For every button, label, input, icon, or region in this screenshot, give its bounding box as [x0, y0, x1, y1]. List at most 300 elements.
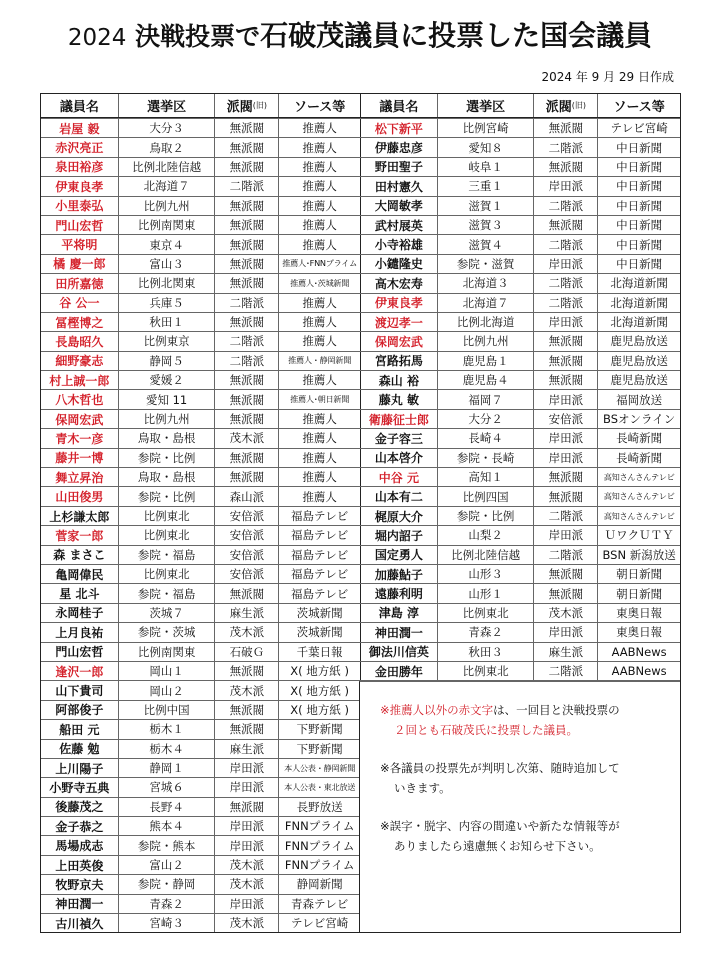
table-row [41, 351, 680, 370]
cell-source: 推薦人･朝日新聞 [278, 390, 360, 408]
cell-name-right: 高木宏寿 [360, 274, 437, 292]
cell-name: 船田 元 [59, 722, 100, 737]
cell-source: 茨城新聞 [278, 623, 360, 641]
cell-district-right: 福岡７ [437, 390, 534, 408]
cell-source-right: 長崎新聞 [597, 429, 680, 447]
cell-source: 推薦人･FNNプライム [278, 255, 360, 273]
note-3: ※誤字・脱字、内容の間違いや新たな情報等が ありましたら遠慮無くお知らせ下さい。 [380, 819, 620, 853]
cell-faction: 二階派 [214, 352, 278, 370]
cell-source: 千葉日報 [278, 643, 360, 661]
cell-faction: 森山派 [214, 487, 278, 505]
cell-district: 兵庫５ [118, 294, 215, 312]
cell-faction: 無派閥 [214, 410, 278, 428]
cell-faction: 麻生派 [214, 740, 278, 758]
cell-district-right: 滋賀４ [437, 235, 534, 253]
cell-district-right: 三重１ [437, 177, 534, 195]
cell-faction-right: 岸田派 [533, 449, 597, 467]
cell-faction: 二階派 [214, 332, 278, 350]
cell-source: X( 地方紙 ) [278, 662, 360, 680]
table-row [41, 486, 680, 505]
cell-source-right: 北海道新聞 [597, 274, 680, 292]
cell-source-right: 高知さんさんテレビ [597, 468, 680, 486]
cell-district: 鳥取２ [118, 138, 215, 156]
cell-faction-right: 二階派 [533, 138, 597, 156]
cell-name-right: 梶原大介 [360, 507, 437, 525]
cell-source-right: 中日新聞 [597, 216, 680, 234]
cell-source: 推薦人･茨城新聞 [278, 274, 360, 292]
cell-district: 比例南関東 [118, 643, 215, 661]
cell-district: 比例東北 [118, 565, 215, 583]
cell-district: 東京４ [118, 235, 215, 253]
cell-name: 冨樫博之 [55, 315, 104, 330]
cell-faction: 無派閥 [214, 390, 278, 408]
cell-name-right: 津島 淳 [360, 604, 437, 622]
header-faction: 派閥 (旧) [214, 94, 278, 117]
cell-district-right: 参院・比例 [437, 507, 534, 525]
table-row [41, 661, 680, 680]
cell-faction: 無派閥 [214, 720, 278, 738]
cell-name-right: 国定勇人 [360, 546, 437, 564]
cell-district: 参院・比例 [118, 449, 215, 467]
cell-source-right: 中日新聞 [597, 177, 680, 195]
cell-name-right: 遠藤利明 [360, 584, 437, 602]
cell-faction-right: 麻生派 [533, 643, 597, 661]
cell-faction: 無派閥 [214, 584, 278, 602]
table-row [41, 389, 680, 408]
cell-faction-right: 岸田派 [533, 526, 597, 544]
cell-district-right: 秋田３ [437, 643, 534, 661]
cell-source: 福島テレビ [278, 565, 360, 583]
cell-source-right: AABNews [597, 662, 680, 680]
cell-faction-right: 岸田派 [533, 390, 597, 408]
table-row [41, 273, 680, 292]
cell-faction: 無派閥 [214, 216, 278, 234]
cell-source-right: 中日新聞 [597, 158, 680, 176]
cell-faction: 茂木派 [214, 623, 278, 641]
cell-name: 田所嘉徳 [55, 276, 104, 291]
cell-district-right: 長崎４ [437, 429, 534, 447]
notes-section [380, 700, 680, 874]
cell-district: 長野４ [118, 798, 215, 816]
cell-district: 愛知 11 [118, 390, 215, 408]
cell-source: 推薦人 [278, 487, 360, 505]
table-row [41, 234, 680, 253]
title-part1: 決戦投票で [135, 22, 261, 51]
cell-district-right: 鹿児島１ [437, 352, 534, 370]
cell-faction: 茂木派 [214, 681, 278, 699]
cell-faction-right: 無派閥 [533, 352, 597, 370]
cell-district-right: 比例東北 [437, 604, 534, 622]
cell-district: 茨城７ [118, 604, 215, 622]
cell-name-right: 金田勝年 [360, 662, 437, 680]
cell-source: 推薦人 [278, 371, 360, 389]
table-row [41, 312, 680, 331]
cell-faction: 岸田派 [214, 817, 278, 835]
cell-name: 赤沢亮正 [55, 141, 104, 156]
cell-district: 比例東北 [118, 526, 215, 544]
cell-source-right: 鹿児島放送 [597, 371, 680, 389]
cell-district: 参院・福島 [118, 584, 215, 602]
cell-district: 比例北陸信越 [118, 158, 215, 176]
cell-faction-right: 岸田派 [533, 255, 597, 273]
table-row [41, 545, 680, 564]
cell-faction-right: 二階派 [533, 274, 597, 292]
cell-source-right: 北海道新聞 [597, 294, 680, 312]
cell-name: 小野寺五典 [49, 780, 110, 795]
cell-source: 福島テレビ [278, 584, 360, 602]
cell-source-right: 北海道新聞 [597, 313, 680, 331]
cell-district-right: 滋賀３ [437, 216, 534, 234]
header-district-right: 選挙区 [437, 94, 534, 117]
cell-faction-right: 無派閥 [533, 584, 597, 602]
cell-name: 村上誠一郎 [49, 373, 110, 388]
table-row [41, 428, 680, 447]
table-row [41, 467, 680, 486]
cell-district-right: 山形１ [437, 584, 534, 602]
cell-faction: 無派閥 [214, 235, 278, 253]
cell-source-right: BSオンライン [597, 410, 680, 428]
cell-source: X( 地方紙 ) [278, 701, 360, 719]
cell-faction-right: 無派閥 [533, 332, 597, 350]
table-row [41, 176, 680, 195]
cell-source-right: 鹿児島放送 [597, 352, 680, 370]
cell-source-right: 高知さんさんテレビ [597, 507, 680, 525]
cell-faction-right: 無派閥 [533, 468, 597, 486]
cell-source: 推薦人・静岡新聞 [278, 352, 360, 370]
cell-name: 山田俊男 [55, 490, 104, 505]
cell-name: 星 北斗 [59, 587, 100, 602]
cell-district: 比例東北 [118, 507, 215, 525]
cell-faction: 安倍派 [214, 507, 278, 525]
cell-district-right: 参院・長崎 [437, 449, 534, 467]
cell-district-right: 高知１ [437, 468, 534, 486]
cell-district: 鳥取・島根 [118, 429, 215, 447]
cell-source-right: 高知さんさんテレビ [597, 487, 680, 505]
page-title [0, 14, 720, 54]
cell-district-right: 参院・滋賀 [437, 255, 534, 273]
cell-source: 静岡新聞 [278, 875, 360, 893]
cell-faction: 無派閥 [214, 158, 278, 176]
cell-source: 推薦人 [278, 216, 360, 234]
cell-source: 青森テレビ [278, 895, 360, 913]
cell-district: 熊本４ [118, 817, 215, 835]
cell-name: 門山宏哲 [55, 218, 104, 233]
cell-name: 阿部俊子 [55, 703, 104, 718]
cell-name: 保岡宏武 [55, 412, 104, 427]
cell-source: 推薦人 [278, 294, 360, 312]
cell-name: 伊東良孝 [55, 179, 104, 194]
table-row [41, 331, 680, 350]
cell-faction: 無派閥 [214, 197, 278, 215]
cell-district: 岡山２ [118, 681, 215, 699]
cell-district-right: 青森２ [437, 623, 534, 641]
cell-district-right: 比例東北 [437, 662, 534, 680]
cell-faction: 無派閥 [214, 449, 278, 467]
cell-source: 推薦人 [278, 449, 360, 467]
cell-district: 岡山１ [118, 662, 215, 680]
cell-source-right: 中日新聞 [597, 138, 680, 156]
cell-name: 神田潤一 [55, 897, 104, 912]
cell-name: 岩屋 毅 [59, 121, 100, 136]
table-row [41, 506, 680, 525]
table-row [41, 622, 680, 641]
cell-source-right: 東奥日報 [597, 604, 680, 622]
table-row [41, 603, 680, 622]
cell-name: 山下貴司 [55, 684, 104, 699]
cell-name: 谷 公一 [59, 296, 100, 311]
cell-source: 推薦人 [278, 197, 360, 215]
cell-name-right: 渡辺孝一 [360, 313, 437, 331]
cell-faction: 無派閥 [214, 255, 278, 273]
cell-district: 宮城６ [118, 778, 215, 796]
cell-district: 比例北関東 [118, 274, 215, 292]
cell-source-right: 東奥日報 [597, 623, 680, 641]
cell-name: 橘 慶一郎 [53, 257, 106, 272]
cell-faction-right: 岸田派 [533, 429, 597, 447]
cell-faction-right: 二階派 [533, 507, 597, 525]
cell-faction: 無派閥 [214, 701, 278, 719]
cell-faction: 安倍派 [214, 526, 278, 544]
table-row [41, 564, 680, 583]
cell-name: 藤井一博 [55, 451, 104, 466]
cell-name-right: 山本啓介 [360, 449, 437, 467]
cell-faction: 無派閥 [214, 662, 278, 680]
cell-source: X( 地方紙 ) [278, 681, 360, 699]
table-row [41, 196, 680, 215]
cell-source: 下野新聞 [278, 740, 360, 758]
cell-source-right: 中日新聞 [597, 255, 680, 273]
cell-source: FNNプライム [278, 856, 360, 874]
cell-faction: 無派閥 [214, 274, 278, 292]
cell-faction-right: 無派閥 [533, 119, 597, 137]
table-row [41, 118, 680, 137]
cell-faction-right: 岸田派 [533, 177, 597, 195]
cell-name: 上杉謙太郎 [49, 509, 110, 524]
table-row [41, 157, 680, 176]
cell-name-right: 田村憲久 [360, 177, 437, 195]
cell-name: 舞立昇治 [55, 470, 104, 485]
cell-name: 逢沢一郎 [55, 664, 104, 679]
cell-faction: 無派閥 [214, 313, 278, 331]
cell-district: 参院・福島 [118, 546, 215, 564]
cell-district: 青森２ [118, 895, 215, 913]
cell-source-right: 鹿児島放送 [597, 332, 680, 350]
table-row [41, 137, 680, 156]
cell-faction: 茂木派 [214, 875, 278, 893]
cell-name-right: 御法川信英 [360, 643, 437, 661]
cell-source: 推薦人 [278, 119, 360, 137]
cell-name: 永岡桂子 [55, 606, 104, 621]
cell-source: テレビ宮崎 [278, 914, 360, 932]
cell-faction: 岸田派 [214, 778, 278, 796]
table-row [41, 642, 680, 661]
cell-faction: 岸田派 [214, 895, 278, 913]
cell-name-right: 松下新平 [360, 119, 437, 137]
cell-name-right: 神田潤一 [360, 623, 437, 641]
cell-source-right: 福岡放送 [597, 390, 680, 408]
cell-faction-right: 二階派 [533, 546, 597, 564]
cell-faction: 茂木派 [214, 914, 278, 932]
creation-date: 2024 年 9 月 29 日作成 [541, 70, 674, 84]
title-part3: 議員に投票した国会議員 [344, 19, 653, 52]
cell-source: 推薦人 [278, 177, 360, 195]
cell-district-right: 愛知８ [437, 138, 534, 156]
cell-source: 推薦人 [278, 332, 360, 350]
cell-district-right: 比例宮崎 [437, 119, 534, 137]
cell-faction: 安倍派 [214, 546, 278, 564]
cell-source: 福島テレビ [278, 526, 360, 544]
cell-name-right: 武村展英 [360, 216, 437, 234]
cell-district: 静岡５ [118, 352, 215, 370]
cell-source-right: テレビ宮崎 [597, 119, 680, 137]
table-row [41, 448, 680, 467]
cell-faction-right: 二階派 [533, 294, 597, 312]
cell-faction: 二階派 [214, 294, 278, 312]
cell-name-right: 宮路拓馬 [360, 352, 437, 370]
cell-source-right: 朝日新聞 [597, 565, 680, 583]
cell-faction: 石破Ｇ [214, 643, 278, 661]
cell-faction-right: 岸田派 [533, 313, 597, 331]
cell-faction-right: 無派閥 [533, 565, 597, 583]
table-row [41, 409, 680, 428]
cell-source-right: 中日新聞 [597, 235, 680, 253]
cell-source: 本人公表・東北放送 [278, 778, 360, 796]
cell-faction: 麻生派 [214, 604, 278, 622]
cell-source: 福島テレビ [278, 507, 360, 525]
cell-source: FNNプライム [278, 817, 360, 835]
cell-name: 亀岡偉民 [55, 567, 104, 582]
cell-faction: 岸田派 [214, 836, 278, 854]
cell-name: 泉田裕彦 [55, 160, 104, 175]
cell-name-right: 衛藤征士郎 [360, 410, 437, 428]
cell-district-right: 山梨２ [437, 526, 534, 544]
table-row [41, 583, 680, 602]
cell-district: 参院・熊本 [118, 836, 215, 854]
cell-district: 大分３ [118, 119, 215, 137]
cell-name-right: 金子容三 [360, 429, 437, 447]
cell-district: 栃木１ [118, 720, 215, 738]
cell-source: 長野放送 [278, 798, 360, 816]
cell-source: 推薦人 [278, 410, 360, 428]
cell-district: 愛媛２ [118, 371, 215, 389]
cell-district: 参院・茨城 [118, 623, 215, 641]
cell-district-right: 滋賀１ [437, 197, 534, 215]
cell-name: 後藤茂之 [55, 800, 104, 815]
table-row [41, 370, 680, 389]
cell-name: 佐藤 勉 [59, 742, 100, 757]
header-faction-right: 派閥 (旧) [533, 94, 597, 117]
cell-district: 秋田１ [118, 313, 215, 331]
cell-district: 比例九州 [118, 410, 215, 428]
cell-source: 推薦人 [278, 468, 360, 486]
cell-source: 本人公表・静岡新聞 [278, 759, 360, 777]
cell-source: 推薦人 [278, 138, 360, 156]
cell-district: 参院・静岡 [118, 875, 215, 893]
header-name-right: 議員名 [360, 94, 437, 117]
table-row [41, 525, 680, 544]
cell-district: 宮崎３ [118, 914, 215, 932]
title-highlight: 石破茂 [260, 19, 345, 52]
cell-district-right: 北海道７ [437, 294, 534, 312]
cell-district-right: 比例九州 [437, 332, 534, 350]
cell-faction: 無派閥 [214, 468, 278, 486]
cell-name-right: 小鑓隆史 [360, 255, 437, 273]
cell-district: 静岡１ [118, 759, 215, 777]
cell-faction: 安倍派 [214, 565, 278, 583]
cell-district: 比例南関東 [118, 216, 215, 234]
cell-source-right: BSN 新潟放送 [597, 546, 680, 564]
table-row [41, 215, 680, 234]
table-row [41, 254, 680, 273]
note-1: ※推薦人以外の赤文字は、一回目と決戦投票の ２回とも石破茂氏に投票した議員。 [380, 703, 620, 737]
cell-source-right: AABNews [597, 643, 680, 661]
cell-district: 富山２ [118, 856, 215, 874]
cell-faction-right: 無派閥 [533, 216, 597, 234]
cell-faction: 二階派 [214, 177, 278, 195]
cell-faction: 無派閥 [214, 371, 278, 389]
cell-name: 小里泰弘 [55, 199, 104, 214]
cell-source: 茨城新聞 [278, 604, 360, 622]
cell-name: 長島昭久 [55, 334, 104, 349]
cell-district-right: 北海道３ [437, 274, 534, 292]
header-name: 議員名 [59, 100, 99, 115]
cell-district: 鳥取・島根 [118, 468, 215, 486]
cell-source: 下野新聞 [278, 720, 360, 738]
cell-name: 平将明 [61, 238, 98, 253]
cell-name: 金子恭之 [55, 819, 104, 834]
cell-source-right: ＵワクＵＴＹ [597, 526, 680, 544]
cell-district-right: 鹿児島４ [437, 371, 534, 389]
cell-district: 比例九州 [118, 197, 215, 215]
cell-source: 推薦人 [278, 158, 360, 176]
cell-faction-right: 無派閥 [533, 487, 597, 505]
cell-name: 菅家一郎 [55, 528, 104, 543]
cell-name-right: 伊東良孝 [360, 294, 437, 312]
cell-name-right: 堀内詔子 [360, 526, 437, 544]
cell-district-right: 山形３ [437, 565, 534, 583]
cell-name-right: 保岡宏武 [360, 332, 437, 350]
cell-source: 推薦人 [278, 235, 360, 253]
cell-name: 青木一彦 [55, 431, 104, 446]
cell-name: 八木哲也 [55, 393, 104, 408]
cell-source: 推薦人 [278, 313, 360, 331]
cell-name: 古川禎久 [55, 916, 104, 931]
cell-name: 上月良祐 [55, 625, 104, 640]
table-row [41, 293, 680, 312]
cell-faction: 茂木派 [214, 429, 278, 447]
cell-name: 森 まさこ [53, 548, 106, 563]
cell-faction: 無派閥 [214, 138, 278, 156]
cell-faction: 茂木派 [214, 856, 278, 874]
cell-faction-right: 二階派 [533, 197, 597, 215]
cell-faction-right: 安倍派 [533, 410, 597, 428]
cell-district-right: 比例北陸信越 [437, 546, 534, 564]
cell-faction: 無派閥 [214, 798, 278, 816]
cell-faction-right: 茂木派 [533, 604, 597, 622]
header-source-right: ソース等 [597, 94, 680, 117]
cell-source-right: 中日新聞 [597, 197, 680, 215]
cell-district-right: 大分２ [437, 410, 534, 428]
cell-district-right: 比例北海道 [437, 313, 534, 331]
cell-name-right: 小寺裕雄 [360, 235, 437, 253]
header-district: 選挙区 [118, 94, 215, 117]
cell-district: 参院・比例 [118, 487, 215, 505]
cell-name: 門山宏哲 [55, 645, 104, 660]
cell-name: 上田英俊 [55, 858, 104, 873]
cell-district: 北海道７ [118, 177, 215, 195]
cell-name: 上川陽子 [55, 761, 104, 776]
cell-district: 栃木４ [118, 740, 215, 758]
